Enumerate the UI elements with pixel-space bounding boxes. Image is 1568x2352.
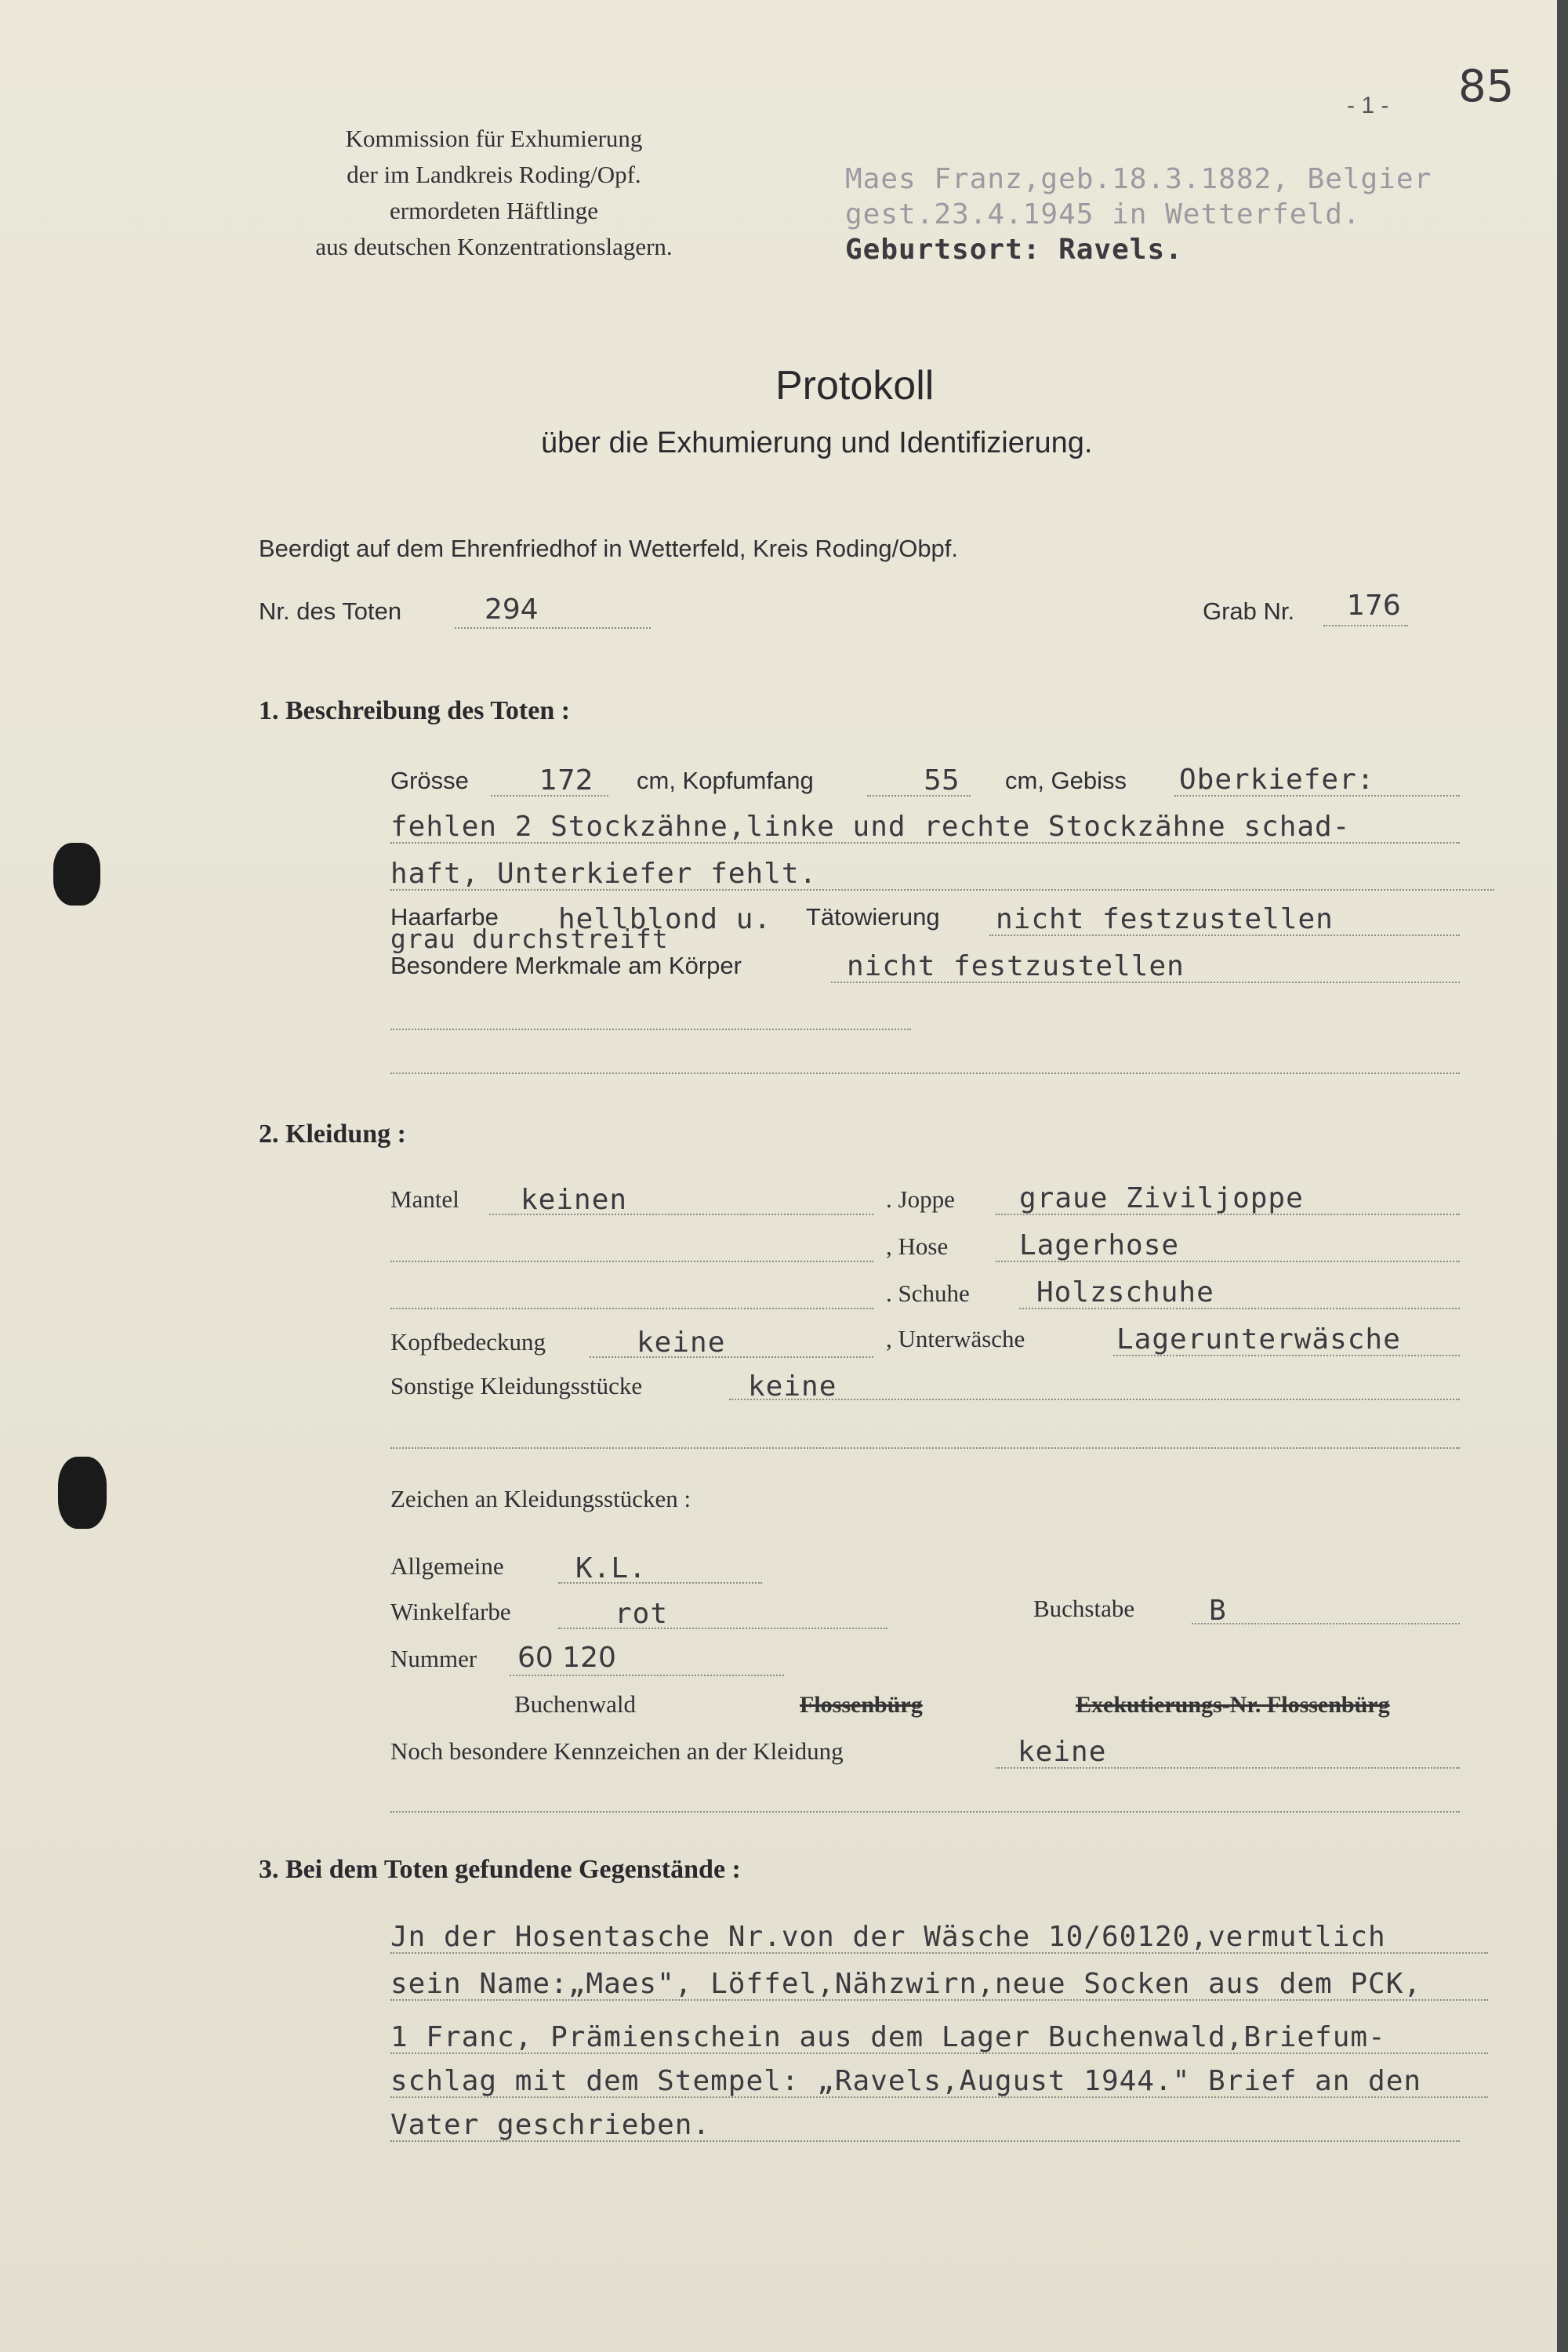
dotted-line — [390, 1811, 1460, 1813]
flossenbuerg-label: Flossenbürg — [800, 1692, 923, 1718]
buchenwald-label: Buchenwald — [514, 1690, 636, 1718]
hair-label: Haarfarbe — [390, 903, 499, 931]
buchstabe-value: B — [1209, 1595, 1227, 1627]
noch-label: Noch besondere Kennzeichen an der Kleidung — [390, 1737, 844, 1765]
dotted-line — [996, 1214, 1460, 1215]
head-value: 55 — [924, 764, 960, 797]
dotted-line — [390, 1261, 873, 1262]
dotted-line — [558, 1628, 887, 1629]
dotted-line — [1174, 795, 1460, 797]
dotted-line — [590, 1356, 873, 1358]
buchstabe-label: Buchstabe — [1033, 1595, 1135, 1622]
dead-no-label: Nr. des Toten — [259, 597, 402, 625]
nummer-value: 60 120 — [517, 1642, 616, 1674]
page-dash: - 1 - — [1347, 93, 1389, 118]
sonst-value: keine — [748, 1370, 837, 1403]
typed-birthplace-line: Geburtsort: Ravels. — [845, 234, 1183, 266]
dotted-line — [1019, 1308, 1460, 1309]
unter-value: Lagerunterwäsche — [1116, 1323, 1401, 1356]
items-line: schlag mit dem Stempel: „Ravels,August 1944." Brief an den — [390, 2065, 1422, 2097]
burial-place: Beerdigt auf dem Ehrenfriedhof in Wetterfeld, Kreis Roding/Obpf. — [259, 535, 959, 562]
marks-label: Besondere Merkmale am Körper — [390, 952, 742, 979]
schuhe-value: Holzschuhe — [1036, 1276, 1214, 1308]
teeth-value-2: fehlen 2 Stockzähne,linke und rechte Stockzähne schad- — [390, 811, 1351, 843]
dotted-line — [996, 1767, 1460, 1769]
dotted-line — [1113, 1355, 1460, 1356]
dotted-line — [390, 2053, 1488, 2054]
schuhe-label: . Schuhe — [886, 1279, 970, 1307]
dotted-line — [390, 1308, 873, 1309]
dotted-line — [390, 842, 1460, 844]
teeth-value-1: Oberkiefer: — [1179, 764, 1375, 796]
dotted-line — [390, 1073, 1460, 1074]
dotted-line — [1192, 1623, 1460, 1624]
hose-label: , Hose — [886, 1232, 949, 1260]
commission-line: der im Landkreis Roding/Opf. — [347, 161, 641, 188]
dotted-line — [510, 1675, 784, 1676]
page-number: 85 — [1458, 61, 1515, 112]
marks-value: nicht festzustellen — [847, 950, 1185, 982]
hair-value-2: grau durchstreift — [390, 924, 669, 954]
page-subtitle: über die Exhumierung und Identifizierung. — [541, 426, 1093, 459]
mantel-value: keinen — [521, 1184, 628, 1216]
page-title: Protokoll — [775, 363, 935, 408]
kopf-value: keine — [637, 1327, 726, 1359]
dotted-line — [996, 1261, 1460, 1262]
commission-line: aus deutschen Konzentrationslagern. — [315, 233, 673, 260]
items-line: 1 Franc, Prämienschein aus dem Lager Buchenwald,Briefum- — [390, 2021, 1386, 2053]
dotted-line — [989, 935, 1460, 936]
noch-value: keine — [1018, 1736, 1107, 1768]
scan-border — [1557, 0, 1568, 2352]
items-line: Jn der Hosentasche Nr.von der Wäsche 10/60120,vermutlich — [390, 1921, 1386, 1953]
zeichen-label: Zeichen an Kleidungsstücken : — [390, 1485, 691, 1512]
binder-mark-top — [53, 843, 100, 906]
commission-line: ermordeten Häftlinge — [390, 197, 598, 224]
dead-no-value: 294 — [485, 593, 539, 626]
hose-value: Lagerhose — [1019, 1229, 1180, 1261]
unter-label: , Unterwäsche — [886, 1325, 1025, 1352]
dotted-line — [390, 889, 1494, 891]
dotted-line — [491, 795, 608, 797]
dotted-line — [390, 1952, 1488, 1954]
height-label: Grösse — [390, 767, 469, 794]
dotted-line — [455, 627, 651, 629]
commission-header — [267, 121, 721, 265]
winkel-label: Winkelfarbe — [390, 1598, 511, 1625]
tattoo-value: nicht festzustellen — [996, 903, 1334, 935]
tattoo-label: Tätowierung — [806, 903, 940, 931]
teeth-value-3: haft, Unterkiefer fehlt. — [390, 858, 818, 890]
dotted-line — [558, 1582, 762, 1584]
grave-label: Grab Nr. — [1203, 597, 1295, 625]
items-line: Vater geschrieben. — [390, 2109, 711, 2141]
dotted-line — [489, 1214, 873, 1215]
dotted-line — [867, 795, 971, 797]
joppe-label: . Joppe — [886, 1185, 955, 1213]
nummer-label: Nummer — [390, 1645, 477, 1672]
dotted-line — [390, 1447, 1460, 1449]
sonst-label: Sonstige Kleidungsstücke — [390, 1372, 643, 1399]
winkel-value: rot — [615, 1598, 669, 1630]
section-heading-description: 1. Beschreibung des Toten : — [259, 696, 571, 725]
grave-value: 176 — [1347, 590, 1401, 622]
hair-value: hellblond u. — [558, 903, 772, 935]
commission-line: Kommission für Exhumierung — [345, 125, 643, 152]
binder-mark-bottom — [58, 1457, 107, 1529]
section-heading-clothing: 2. Kleidung : — [259, 1120, 406, 1149]
dotted-line — [729, 1399, 1460, 1400]
allgemeine-label: Allgemeine — [390, 1552, 504, 1580]
head-label: cm, Kopfumfang — [637, 767, 814, 794]
mantel-label: Mantel — [390, 1185, 459, 1213]
typed-death-line: gest.23.4.1945 in Wetterfeld. — [845, 198, 1361, 230]
kopf-label: Kopfbedeckung — [390, 1328, 546, 1356]
teeth-label: cm, Gebiss — [1005, 767, 1127, 794]
dotted-line — [1323, 625, 1408, 626]
allgemeine-value: K.L. — [575, 1552, 647, 1584]
dotted-line — [831, 982, 1460, 983]
dotted-line — [390, 1029, 911, 1030]
height-value: 172 — [539, 764, 593, 797]
items-line: sein Name:„Maes", Löffel,Nähzwirn,neue Socken aus dem PCK, — [390, 1968, 1422, 2000]
dotted-line — [390, 2140, 1460, 2142]
joppe-value: graue Ziviljoppe — [1019, 1182, 1304, 1214]
exekutierung-label: Exekutierungs-Nr. Flossenbürg — [1076, 1692, 1390, 1718]
section-heading-items: 3. Bei dem Toten gefundene Gegenstände : — [259, 1855, 741, 1884]
typed-name-line: Maes Franz,geb.18.3.1882, Belgier — [845, 163, 1432, 195]
dotted-line — [390, 2096, 1488, 2098]
dotted-line — [390, 1999, 1488, 2001]
